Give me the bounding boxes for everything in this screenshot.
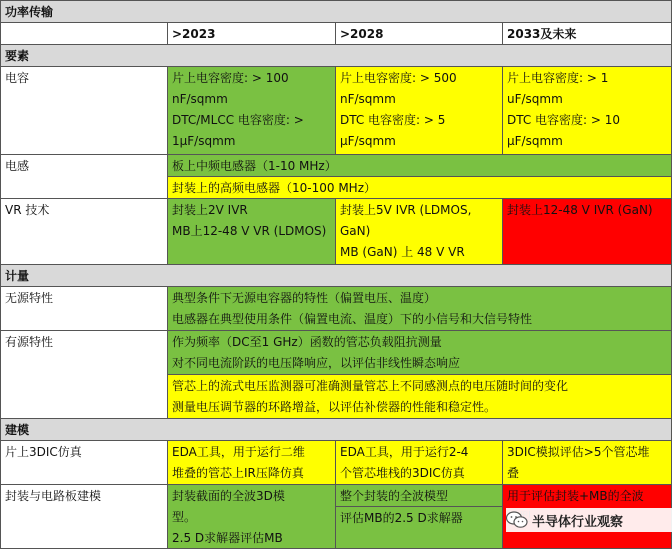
- text-line: DTC/MLCC 电容密度: >: [172, 113, 304, 127]
- active-span-green: [168, 331, 672, 375]
- text-line: EDA工具，用于运行二维: [172, 445, 305, 459]
- capacitor-2028: [336, 67, 503, 155]
- header-empty: [0, 23, 168, 45]
- watermark-text: 半导体行业观察: [532, 514, 624, 530]
- row-label-passive: 无源特性: [0, 287, 168, 331]
- text-line: μF/sqmm: [340, 134, 396, 148]
- vr-2028: [336, 199, 503, 265]
- text-line: EDA工具，用于运行2-4: [340, 445, 469, 459]
- row-label-pkgboard: 封装与电路板建模: [0, 485, 168, 549]
- capacitor-2033: [503, 67, 672, 155]
- text-line: 对不同电流阶跃的电压降响应，以评估非线性瞬态响应: [172, 356, 461, 370]
- 3dic-2023: [168, 441, 336, 485]
- row-label-3dic: 片上3DIC仿真: [0, 441, 168, 485]
- text-line: DTC 电容密度: > 5: [340, 113, 446, 127]
- text-line: 作为频率（DC至1 GHz）函数的管芯负载阻抗测量: [172, 335, 442, 349]
- active-span-yellow: [168, 375, 672, 419]
- text-line: 封装上2V IVR: [172, 203, 248, 217]
- text-line: 片上电容密度: > 1: [507, 71, 609, 85]
- pkgboard-2023: [168, 485, 336, 549]
- vr-2023: [168, 199, 336, 265]
- header-2033: 2033及未来: [503, 23, 672, 45]
- text-line: μF/sqmm: [507, 134, 563, 148]
- text-line: uF/sqmm: [507, 92, 563, 106]
- passive-span: [168, 287, 672, 331]
- vr-2033: [503, 199, 672, 265]
- text-line: 1μF/sqmm: [172, 134, 236, 148]
- text-line: nF/sqmm: [172, 92, 228, 106]
- text-line: 堆叠的管芯上IR压降仿真: [172, 466, 304, 480]
- text-line: MB上12-48 V VR (LDMOS): [172, 224, 327, 238]
- row-label-active: 有源特性: [0, 331, 168, 419]
- text-line: 测量电压调节器的环路增益，以评估补偿器的性能和稳定性。: [172, 400, 497, 414]
- pkgboard-2028-solver: 评估MB的2.5 D求解器: [336, 507, 503, 549]
- watermark: [506, 508, 672, 532]
- text-line: 3DIC模拟评估>5个管芯堆: [507, 445, 650, 459]
- 3dic-2033: [503, 441, 672, 485]
- text-line: nF/sqmm: [340, 92, 396, 106]
- wechat-icon: [506, 511, 528, 529]
- text-line: 型。: [172, 510, 197, 524]
- row-label-vr: VR 技术: [0, 199, 168, 265]
- text-line: 典型条件下无源电容器的特性（偏置电压、温度）: [172, 291, 437, 305]
- text-line: MB (GaN) 上 48 V VR: [340, 245, 465, 259]
- text-line: 片上电容密度: > 500: [340, 71, 457, 85]
- text-line: 片上电容密度: > 100: [172, 71, 289, 85]
- text-line: DTC 电容密度: > 10: [507, 113, 621, 127]
- table-title: 功率传输: [0, 0, 672, 23]
- text-line: 叠: [507, 466, 520, 480]
- 3dic-2028: [336, 441, 503, 485]
- inductor-package: 封装上的高频电感器（10-100 MHz）: [168, 177, 672, 199]
- text-line: 封装上12-48 V IVR (GaN): [507, 203, 653, 217]
- row-label-inductor: 电感: [0, 155, 168, 199]
- section-elements: 要素: [0, 45, 672, 67]
- section-metrology: 计量: [0, 265, 672, 287]
- header-2023: >2023: [168, 23, 336, 45]
- text-line: 电感器在典型使用条件（偏置电流、温度）下的小信号和大信号特性: [172, 312, 533, 326]
- pkgboard-2028-fullwave: 整个封装的全波模型: [336, 485, 503, 507]
- section-modeling: 建模: [0, 419, 672, 441]
- text-line: 封装截面的全波3D模: [172, 489, 285, 503]
- text-line: 管芯上的流式电压监测器可准确测量管芯上不同感测点的电压随时间的变化: [172, 379, 569, 393]
- text-line: 封装上5V IVR (LDMOS,: [340, 203, 472, 217]
- header-2028: >2028: [336, 23, 503, 45]
- row-label-capacitor: 电容: [0, 67, 168, 155]
- capacitor-2023: [168, 67, 336, 155]
- text-line: 用于评估封装+MB的全波: [507, 489, 644, 503]
- text-line: 2.5 D求解器评估MB: [172, 531, 283, 545]
- text-line: GaN): [340, 224, 371, 238]
- inductor-board: 板上中频电感器（1-10 MHz）: [168, 155, 672, 177]
- text-line: 个管芯堆栈的3DIC仿真: [340, 466, 465, 480]
